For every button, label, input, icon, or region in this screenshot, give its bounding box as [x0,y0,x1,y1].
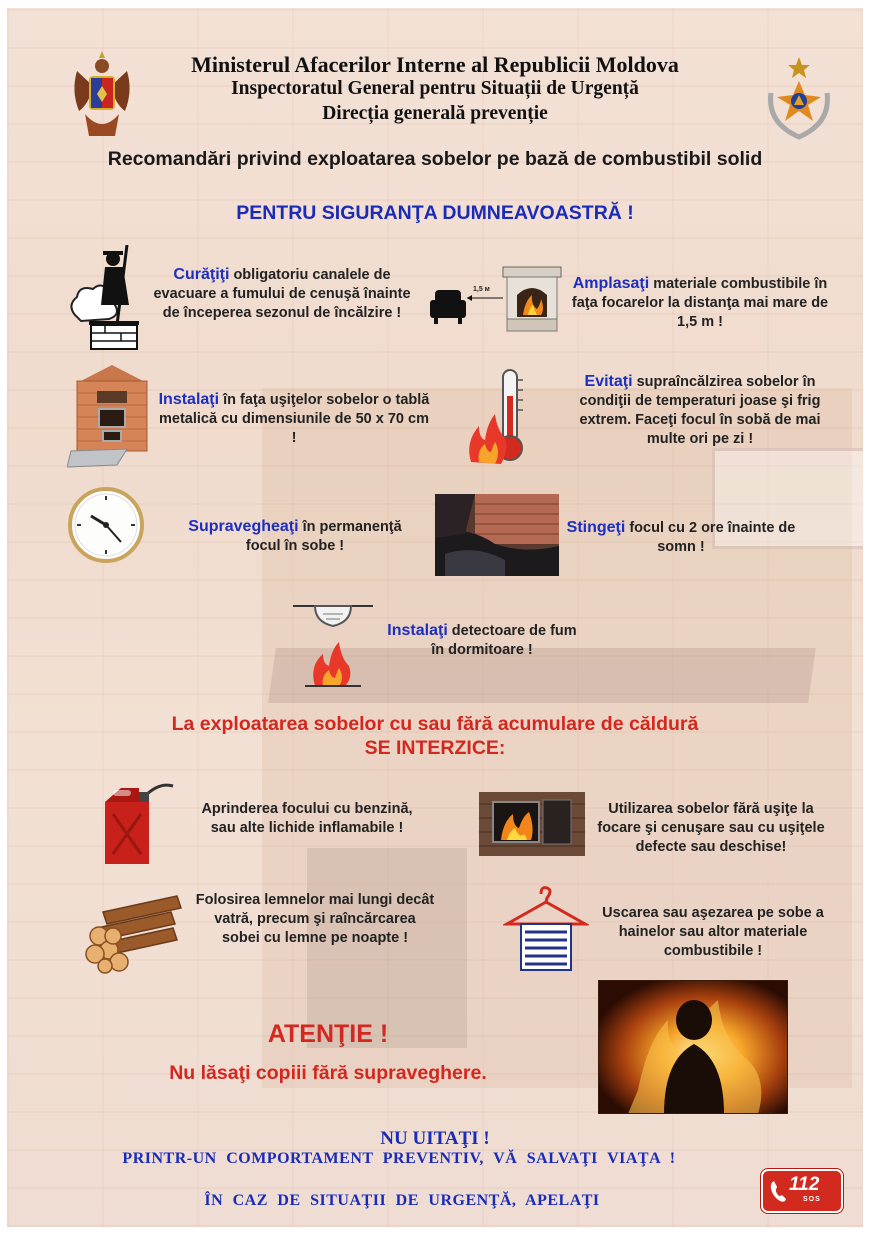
section-prohibited-subtitle: SE INTERZICE: [364,737,506,759]
child-fire-photo [598,980,788,1114]
burnt-room-photo [435,494,559,576]
tip-place-materials: Amplasaţi materiale combustibile în faţa focarelor la distanţa mai mare de 1,5 m ! [571,275,829,330]
tip-supervise-fire: Supravegheaţi în permanenţă focul în sobe ! [188,518,402,554]
attention-text: Nu lăsaţi copiii fără supraveghere. [169,1062,487,1084]
smoke-detector-icon [293,600,373,690]
footer-remember: NU UITAŢI ! [380,1128,490,1149]
firewood-icon [85,892,183,974]
clothes-hanger-icon [503,884,589,974]
armchair-icon [429,286,467,326]
thermometer-flame-icon [465,366,531,470]
prohibition-no-doors: Utilizarea sobelor fără uşiţe la focare şi cenuşare sau cu uşiţele defecte sau deschise! [597,801,825,855]
distance-label: 1,5 м [473,286,490,293]
chimney-sweep-icon [65,245,155,351]
tip-avoid-overheating: Evitaţi supraîncălzirea sobelor în condiţii de temperaturi joase şi frig extrem. Faceţi focul în sobă de mai multe ori pe zi ! [579,373,821,447]
tip-extinguish-fire: Stingeţi focul cu 2 ore înainte de somn ! [566,519,796,555]
badge-sos: SOS [803,1196,821,1203]
tip-smoke-detectors: Instalaţi detectoare de fum în dormitoare ! [387,622,577,658]
background-stove-door [307,848,467,1048]
footer-slogan: PRINTR-UN COMPORTAMENT PREVENTIV, VĂ SALVAŢI VIAŢA ! [122,1150,676,1167]
phone-icon [770,1179,788,1203]
fuel-canister-icon [99,780,175,866]
prohibition-drying-clothes: Uscarea sau aşezarea pe sobe a hainelor sau altor materiale combustibile ! [602,905,824,959]
section-safety-title: PENTRU SIGURANŢA DUMNEAVOASTRĂ ! [236,202,634,224]
wall-clock-icon [67,486,145,564]
attention-title: ATENŢIE ! [267,1020,389,1048]
footer-emergency-call: ÎN CAZ DE SITUAŢII DE URGENŢĂ, APELAŢI [204,1192,600,1209]
poster [7,8,863,1227]
directorate-title: Direcția generală prevenție [322,103,548,124]
tip-install-metal-sheet: Instalaţi în faţa uşiţelor sobelor o tablă metalică cu dimensiunile de 50 x 70 cm ! [158,391,430,446]
emergency-112-badge[interactable] [761,1169,843,1213]
ministry-title: Ministerul Afacerilor Interne al Republicii Moldova [191,52,679,77]
page-subtitle: Recomandări privind exploatarea sobelor pe bază de combustibil solid [107,148,763,170]
fireplace-icon [501,265,563,333]
badge-number: 112 [789,1174,820,1195]
tip-clean-chimney: Curăţiţi obligatoriu canalele de evacuare a fumului de cenuşă înainte de începerea sezonul de încălzire ! [153,266,411,321]
open-stove-photo [479,792,585,856]
prohibition-gasoline: Aprinderea focului cu benzină, sau alte lichide inflamabile ! [201,801,413,836]
inspectorate-title: Inspectoratul General pentru Situații de Urgență [231,78,639,99]
prohibition-long-wood: Folosirea lemnelor mai lungi decât vatră, precum şi raîncărcarea sobei cu lemne pe noapte ! [195,892,435,946]
section-prohibited-title: La exploatarea sobelor cu sau fără acumulare de căldură [171,713,699,735]
brick-stove-icon [67,363,157,471]
